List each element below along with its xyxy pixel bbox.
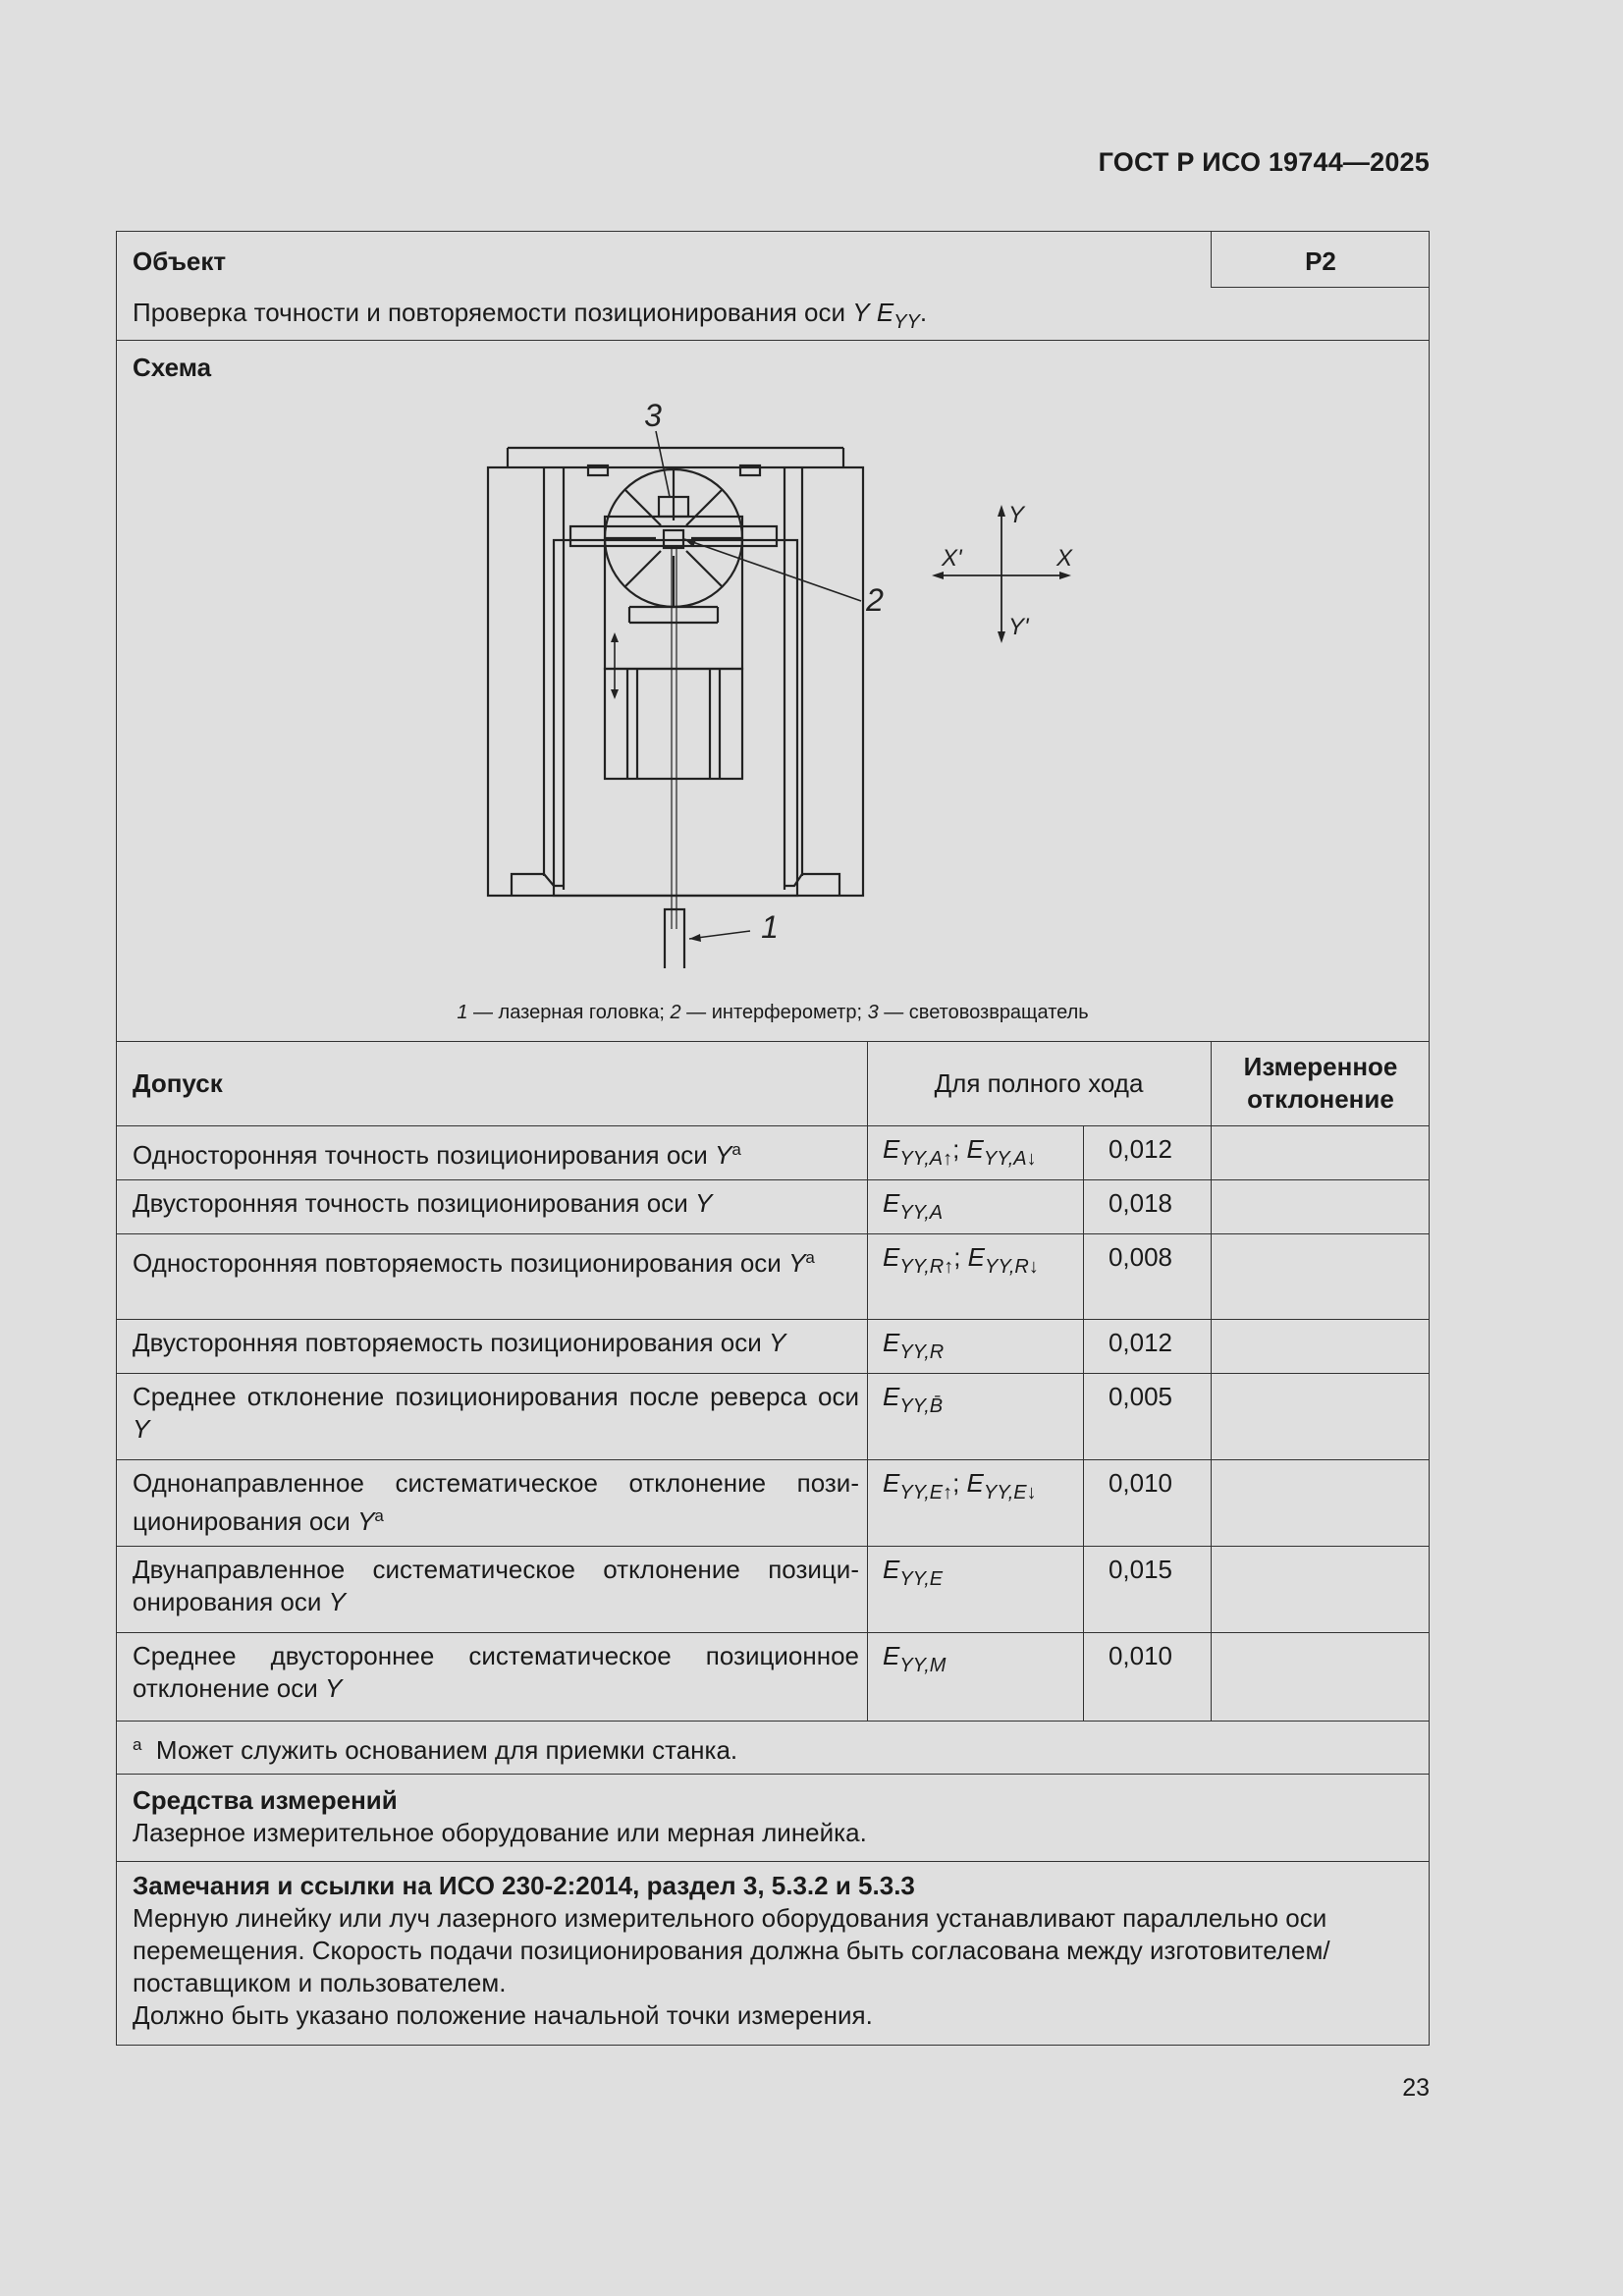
row-symbol: $E_{YY,A↑}$; $E_{YY,A↓}$ (883, 1134, 1037, 1170)
remarks-line-1: Мерную линейку или луч лазерного измерительного оборудования устанавливают параллельно оси (133, 1903, 1327, 1933)
instruments-title: Средства измерений (133, 1785, 398, 1815)
scheme-label: Схема (133, 353, 212, 382)
row-symbol: $E_{YY,R↑}$; $E_{YY,R↓}$ (883, 1242, 1039, 1278)
row-description: Двусторонняя повторяемость позиционирования оси Y (133, 1328, 786, 1357)
row-symbol: $E_{YY,E↑}$; $E_{YY,E↓}$ (883, 1468, 1037, 1503)
row-value: 0,010 (1108, 1468, 1173, 1498)
row-value: 0,012 (1108, 1328, 1173, 1357)
row-symbol: $E_{YY,B̄}$ (883, 1382, 944, 1417)
measured-deviation-header: Измеренное отклонение (1243, 1052, 1398, 1114)
full-stroke-header: Для полного хода (934, 1068, 1144, 1098)
row-value: 0,005 (1108, 1382, 1173, 1411)
callout-2: 2 (866, 582, 884, 618)
object-label: Объект (133, 246, 227, 276)
object-code: P2 (1305, 246, 1336, 276)
row-description: Однонаправленное систематическое отклонение пози-ционирования оси $Y^a$ (133, 1468, 859, 1536)
axes-cross (939, 512, 1064, 636)
instruments-text: Лазерное измерительное оборудование или мерная линейка. (133, 1818, 867, 1847)
document-code: ГОСТ Р ИСО 19744—2025 (1098, 147, 1430, 177)
row-symbol: $E_{YY,A}$ (883, 1188, 944, 1224)
machine-scheme-drawing (451, 399, 1187, 968)
row-description: Среднее отклонение позиционирования после реверса оси Y (133, 1382, 859, 1444)
remarks-title: Замечания и ссылки на ИСО 230-2:2014, раздел 3, 5.3.2 и 5.3.3 (133, 1871, 915, 1900)
row-value: 0,010 (1108, 1641, 1173, 1670)
callout-3: 3 (644, 399, 662, 433)
row-symbol: $E_{YY,R}$ (883, 1328, 945, 1363)
row-description: Среднее двустороннее систематическое позиционное отклонение оси Y (133, 1641, 859, 1703)
remarks-line-2: перемещения. Скорость подачи позиционирования должна быть согласована между изготовителем/ (133, 1936, 1330, 1965)
row-symbol: $E_{YY,M}$ (883, 1641, 947, 1676)
remarks-line-3: поставщиком и пользователем. (133, 1968, 507, 1997)
row-description: Двусторонняя точность позиционирования оси Y (133, 1188, 713, 1218)
callout-1: 1 (761, 909, 779, 945)
axis-y-neg-label: Y' (1008, 614, 1029, 640)
footnote: $^a$ Может служить основанием для приемки станка. (133, 1735, 738, 1765)
test-sheet-table (116, 231, 1430, 2046)
axis-y-label: Y (1008, 502, 1025, 528)
row-description: Двунаправленное систематическое отклонение позици-онирования оси Y (133, 1555, 859, 1616)
row-value: 0,008 (1108, 1242, 1173, 1272)
object-description: Проверка точности и повторяемости позиционирования оси Y $E_{YY}$. (133, 298, 928, 333)
page-number: 23 (1402, 2074, 1430, 2102)
row-symbol: $E_{YY,E}$ (883, 1555, 944, 1590)
tolerance-header: Допуск (133, 1068, 223, 1098)
axis-x-label: X (1056, 545, 1073, 572)
row-value: 0,012 (1108, 1134, 1173, 1164)
scheme-caption: 1 — лазерная головка; 2 — интерферометр; 3 — световозвращатель (457, 1002, 1089, 1023)
axis-x-neg-label: X' (942, 545, 962, 572)
row-description: Односторонняя повторяемость позиционирования оси $Y^a$ (133, 1248, 815, 1278)
row-description: Односторонняя точность позиционирования оси $Y^a$ (133, 1140, 741, 1170)
row-value: 0,015 (1108, 1555, 1173, 1584)
row-value: 0,018 (1108, 1188, 1173, 1218)
remarks-line-4: Должно быть указано положение начальной точки измерения. (133, 2000, 873, 2030)
